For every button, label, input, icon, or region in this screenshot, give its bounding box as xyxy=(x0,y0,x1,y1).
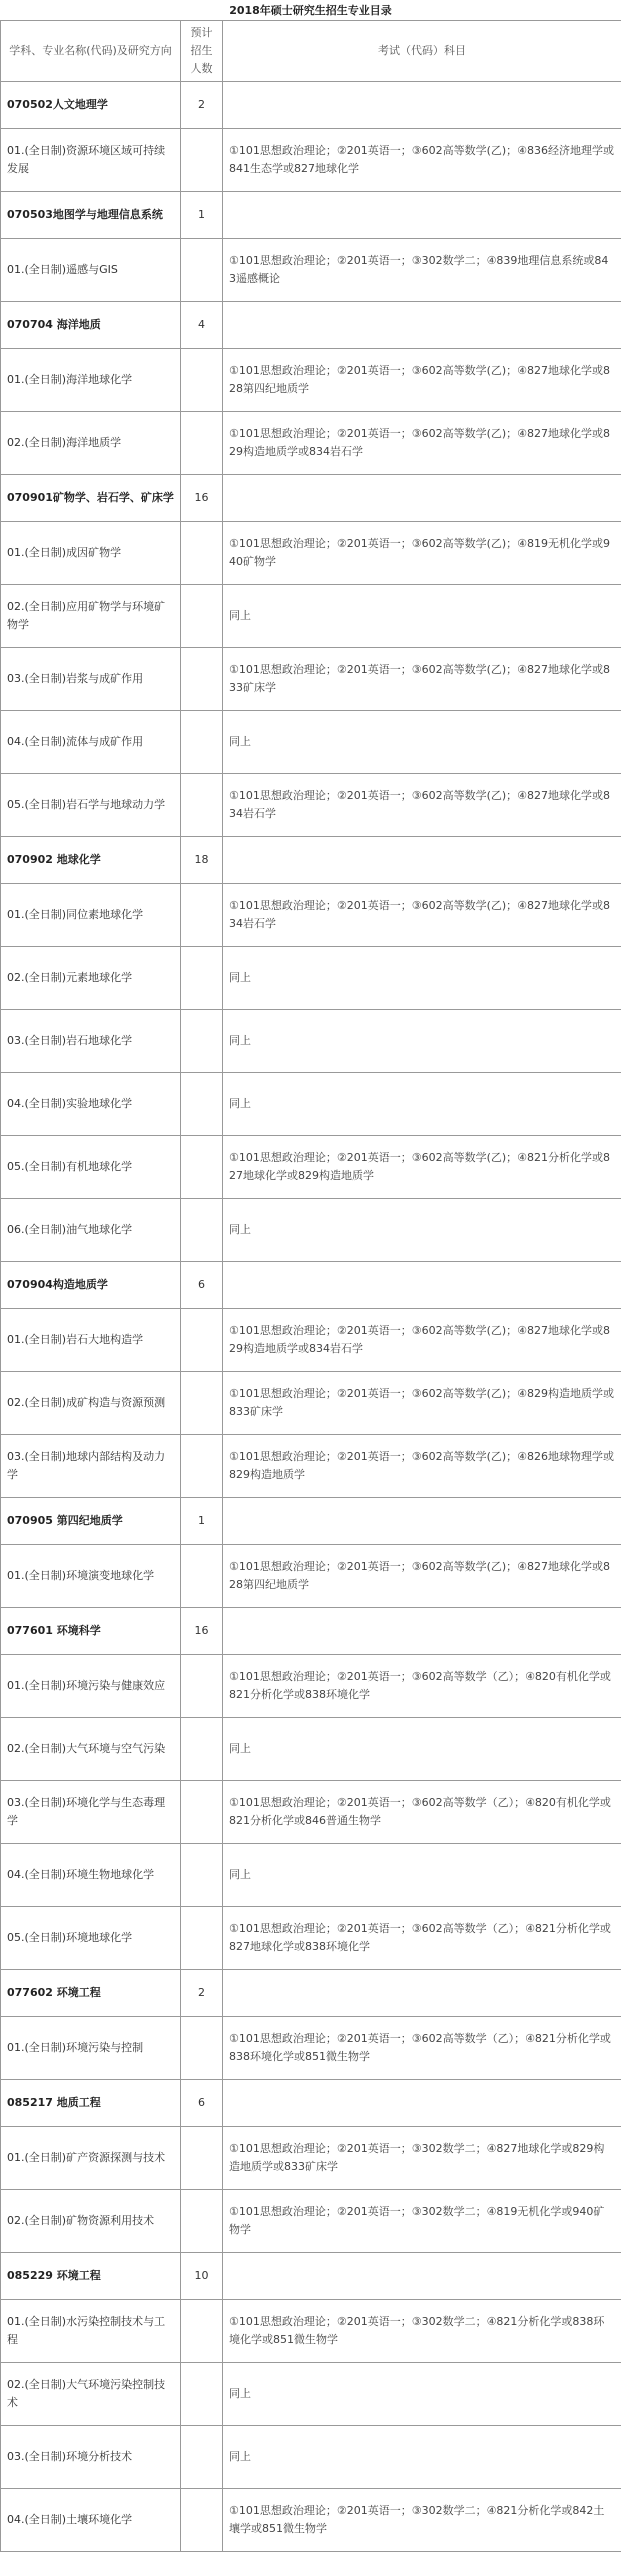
major-name-cell: 01.(全日制)矿产资源探测与技术 xyxy=(1,2127,181,2190)
major-row xyxy=(1,1970,621,2017)
quota-cell xyxy=(181,2017,223,2080)
major-name-cell: 02.(全日制)元素地球化学 xyxy=(1,947,181,1010)
quota-cell xyxy=(181,1545,223,1608)
major-name-cell: 070902 地球化学 xyxy=(1,837,181,884)
quota-cell xyxy=(181,1844,223,1907)
exam-subjects-cell: 同上 xyxy=(223,1073,621,1136)
exam-subjects-cell: 同上 xyxy=(223,585,621,648)
exam-subjects-cell: ①101思想政治理论；②201英语一；③602高等数学（乙）；④821分析化学或838环境化学或851微生物学 xyxy=(223,2017,621,2080)
exam-subjects-cell: ①101思想政治理论；②201英语一；③302数学二；④819无机化学或940矿物学 xyxy=(223,2190,621,2253)
quota-cell: 6 xyxy=(181,2080,223,2127)
direction-row xyxy=(1,1073,621,1136)
quota-cell xyxy=(181,412,223,475)
exam-subjects-cell: 同上 xyxy=(223,1718,621,1781)
major-name-cell: 03.(全日制)岩石地球化学 xyxy=(1,1010,181,1073)
header-major: 学科、专业名称(代码)及研究方向 xyxy=(1,21,181,82)
quota-cell: 1 xyxy=(181,192,223,239)
major-name-cell: 05.(全日制)有机地球化学 xyxy=(1,1136,181,1199)
major-name-cell: 01.(全日制)水污染控制技术与工程 xyxy=(1,2300,181,2363)
direction-row xyxy=(1,2190,621,2253)
major-row xyxy=(1,82,621,129)
major-name-cell: 077601 环境科学 xyxy=(1,1608,181,1655)
exam-subjects-cell: ①101思想政治理论；②201英语一；③602高等数学(乙)；④829构造地质学或833矿床学 xyxy=(223,1372,621,1435)
major-name-cell: 01.(全日制)环境污染与健康效应 xyxy=(1,1655,181,1718)
quota-cell xyxy=(181,1136,223,1199)
quota-cell xyxy=(181,1655,223,1718)
major-name-cell: 01.(全日制)资源环境区域可持续发展 xyxy=(1,129,181,192)
major-name-cell: 01.(全日制)同位素地球化学 xyxy=(1,884,181,947)
exam-subjects-cell: ①101思想政治理论；②201英语一；③602高等数学(乙)；④827地球化学或828第四纪地质学 xyxy=(223,349,621,412)
exam-subjects-cell: ①101思想政治理论；②201英语一；③602高等数学（乙）；④820有机化学或821分析化学或846普通生物学 xyxy=(223,1781,621,1844)
direction-row xyxy=(1,711,621,774)
table-header-row xyxy=(1,21,621,82)
exam-subjects-cell xyxy=(223,1262,621,1309)
quota-cell xyxy=(181,1372,223,1435)
major-row xyxy=(1,1262,621,1309)
major-name-cell: 03.(全日制)环境分析技术 xyxy=(1,2426,181,2489)
exam-subjects-cell: ①101思想政治理论；②201英语一；③602高等数学(乙)；④821分析化学或827地球化学或829构造地质学 xyxy=(223,1136,621,1199)
exam-subjects-cell: ①101思想政治理论；②201英语一；③602高等数学(乙)；④826地球物理学或829构造地质学 xyxy=(223,1435,621,1498)
exam-subjects-cell: ①101思想政治理论；②201英语一；③302数学二；④839地理信息系统或843遥感概论 xyxy=(223,239,621,302)
exam-subjects-cell: ①101思想政治理论；②201英语一；③602高等数学(乙)；④827地球化学或828第四纪地质学 xyxy=(223,1545,621,1608)
exam-subjects-cell: 同上 xyxy=(223,2426,621,2489)
exam-subjects-cell: ①101思想政治理论；②201英语一；③302数学二；④827地球化学或829构造地质学或833矿床学 xyxy=(223,2127,621,2190)
quota-cell xyxy=(181,774,223,837)
exam-subjects-cell: ①101思想政治理论；②201英语一；③602高等数学（乙）；④821分析化学或827地球化学或838环境化学 xyxy=(223,1907,621,1970)
direction-row xyxy=(1,522,621,585)
major-name-cell: 01.(全日制)环境污染与控制 xyxy=(1,2017,181,2080)
quota-cell xyxy=(181,2300,223,2363)
major-name-cell: 070704 海洋地质 xyxy=(1,302,181,349)
major-name-cell: 02.(全日制)应用矿物学与环境矿物学 xyxy=(1,585,181,648)
exam-subjects-cell: 同上 xyxy=(223,1010,621,1073)
major-name-cell: 01.(全日制)海洋地球化学 xyxy=(1,349,181,412)
exam-subjects-cell xyxy=(223,192,621,239)
quota-cell: 16 xyxy=(181,475,223,522)
quota-cell xyxy=(181,648,223,711)
quota-cell xyxy=(181,522,223,585)
quota-cell xyxy=(181,349,223,412)
exam-subjects-cell: ①101思想政治理论；②201英语一；③602高等数学(乙)；④827地球化学或829构造地质学或834岩石学 xyxy=(223,1309,621,1372)
quota-cell xyxy=(181,1435,223,1498)
exam-subjects-cell: 同上 xyxy=(223,1199,621,1262)
major-name-cell: 04.(全日制)土壤环境化学 xyxy=(1,2489,181,2552)
direction-row xyxy=(1,2300,621,2363)
major-name-cell: 06.(全日制)油气地球化学 xyxy=(1,1199,181,1262)
direction-row xyxy=(1,1655,621,1718)
exam-subjects-cell: ①101思想政治理论；②201英语一；③602高等数学(乙)；④827地球化学或829构造地质学或834岩石学 xyxy=(223,412,621,475)
exam-subjects-cell xyxy=(223,837,621,884)
major-row xyxy=(1,2080,621,2127)
major-row xyxy=(1,475,621,522)
exam-subjects-cell: ①101思想政治理论；②201英语一；③602高等数学(乙)；④827地球化学或834岩石学 xyxy=(223,774,621,837)
quota-cell xyxy=(181,129,223,192)
exam-subjects-cell: ①101思想政治理论；②201英语一；③602高等数学(乙)；④819无机化学或940矿物学 xyxy=(223,522,621,585)
quota-cell xyxy=(181,2426,223,2489)
quota-cell: 2 xyxy=(181,82,223,129)
exam-subjects-cell: ①101思想政治理论；②201英语一；③302数学二；④821分析化学或838环境化学或851微生物学 xyxy=(223,2300,621,2363)
direction-row xyxy=(1,2489,621,2552)
direction-row xyxy=(1,774,621,837)
direction-row xyxy=(1,1781,621,1844)
direction-row xyxy=(1,349,621,412)
major-name-cell: 085217 地质工程 xyxy=(1,2080,181,2127)
direction-row xyxy=(1,1718,621,1781)
major-name-cell: 01.(全日制)遥感与GIS xyxy=(1,239,181,302)
major-row xyxy=(1,1608,621,1655)
major-row xyxy=(1,192,621,239)
major-name-cell: 02.(全日制)大气环境与空气污染 xyxy=(1,1718,181,1781)
quota-cell: 1 xyxy=(181,1498,223,1545)
major-name-cell: 03.(全日制)环境化学与生态毒理学 xyxy=(1,1781,181,1844)
exam-subjects-cell xyxy=(223,1498,621,1545)
quota-cell xyxy=(181,1781,223,1844)
major-row xyxy=(1,302,621,349)
quota-cell xyxy=(181,1010,223,1073)
major-name-cell: 070901矿物学、岩石学、矿床学 xyxy=(1,475,181,522)
quota-cell xyxy=(181,2363,223,2426)
exam-subjects-cell xyxy=(223,475,621,522)
major-name-cell: 02.(全日制)矿物资源利用技术 xyxy=(1,2190,181,2253)
direction-row xyxy=(1,585,621,648)
direction-row xyxy=(1,1844,621,1907)
direction-row xyxy=(1,1199,621,1262)
quota-cell xyxy=(181,1718,223,1781)
major-name-cell: 02.(全日制)成矿构造与资源预测 xyxy=(1,1372,181,1435)
exam-subjects-cell xyxy=(223,1970,621,2017)
direction-row xyxy=(1,1010,621,1073)
direction-row xyxy=(1,1136,621,1199)
direction-row xyxy=(1,2127,621,2190)
major-name-cell: 01.(全日制)环境演变地球化学 xyxy=(1,1545,181,1608)
exam-subjects-cell xyxy=(223,2253,621,2300)
exam-subjects-cell xyxy=(223,1608,621,1655)
quota-cell xyxy=(181,947,223,1010)
major-name-cell: 01.(全日制)岩石大地构造学 xyxy=(1,1309,181,1372)
quota-cell xyxy=(181,1907,223,1970)
direction-row xyxy=(1,1545,621,1608)
exam-subjects-cell xyxy=(223,82,621,129)
table-body xyxy=(1,82,621,2552)
exam-subjects-cell: ①101思想政治理论；②201英语一；③302数学二；④821分析化学或842土壤学或851微生物学 xyxy=(223,2489,621,2552)
major-row xyxy=(1,1498,621,1545)
exam-subjects-cell xyxy=(223,2080,621,2127)
quota-cell xyxy=(181,1073,223,1136)
direction-row xyxy=(1,947,621,1010)
exam-subjects-cell: 同上 xyxy=(223,711,621,774)
exam-subjects-cell: ①101思想政治理论；②201英语一；③602高等数学（乙）；④820有机化学或821分析化学或838环境化学 xyxy=(223,1655,621,1718)
quota-cell: 6 xyxy=(181,1262,223,1309)
direction-row xyxy=(1,2426,621,2489)
exam-subjects-cell: 同上 xyxy=(223,2363,621,2426)
exam-subjects-cell: ①101思想政治理论；②201英语一；③602高等数学(乙)；④827地球化学或834岩石学 xyxy=(223,884,621,947)
major-name-cell: 02.(全日制)海洋地质学 xyxy=(1,412,181,475)
major-name-cell: 01.(全日制)成因矿物学 xyxy=(1,522,181,585)
major-name-cell: 04.(全日制)流体与成矿作用 xyxy=(1,711,181,774)
direction-row xyxy=(1,239,621,302)
major-row xyxy=(1,837,621,884)
major-name-cell: 070502人文地理学 xyxy=(1,82,181,129)
direction-row xyxy=(1,1372,621,1435)
exam-subjects-cell: 同上 xyxy=(223,947,621,1010)
quota-cell: 4 xyxy=(181,302,223,349)
header-quota: 预计招生人数 xyxy=(181,21,223,82)
quota-cell xyxy=(181,2190,223,2253)
direction-row xyxy=(1,1435,621,1498)
direction-row xyxy=(1,2017,621,2080)
major-name-cell: 070503地图学与地理信息系统 xyxy=(1,192,181,239)
exam-subjects-cell: ①101思想政治理论；②201英语一；③602高等数学(乙)；④827地球化学或833矿床学 xyxy=(223,648,621,711)
quota-cell xyxy=(181,585,223,648)
quota-cell xyxy=(181,711,223,774)
quota-cell: 16 xyxy=(181,1608,223,1655)
direction-row xyxy=(1,129,621,192)
major-name-cell: 04.(全日制)环境生物地球化学 xyxy=(1,1844,181,1907)
quota-cell: 18 xyxy=(181,837,223,884)
major-name-cell: 05.(全日制)岩石学与地球动力学 xyxy=(1,774,181,837)
direction-row xyxy=(1,2363,621,2426)
catalog-table xyxy=(0,20,621,2552)
direction-row xyxy=(1,648,621,711)
exam-subjects-cell: ①101思想政治理论；②201英语一；③602高等数学(乙)；④836经济地理学或841生态学或827地球化学 xyxy=(223,129,621,192)
quota-cell xyxy=(181,1199,223,1262)
quota-cell xyxy=(181,1309,223,1372)
quota-cell: 10 xyxy=(181,2253,223,2300)
major-name-cell: 04.(全日制)实验地球化学 xyxy=(1,1073,181,1136)
major-name-cell: 085229 环境工程 xyxy=(1,2253,181,2300)
major-name-cell: 077602 环境工程 xyxy=(1,1970,181,2017)
quota-cell xyxy=(181,884,223,947)
major-name-cell: 070905 第四纪地质学 xyxy=(1,1498,181,1545)
quota-cell: 2 xyxy=(181,1970,223,2017)
direction-row xyxy=(1,412,621,475)
exam-subjects-cell: 同上 xyxy=(223,1844,621,1907)
quota-cell xyxy=(181,239,223,302)
major-name-cell: 02.(全日制)大气环境污染控制技术 xyxy=(1,2363,181,2426)
major-name-cell: 05.(全日制)环境地球化学 xyxy=(1,1907,181,1970)
header-exam-subjects: 考试（代码）科目 xyxy=(223,21,621,82)
major-row xyxy=(1,2253,621,2300)
direction-row xyxy=(1,1907,621,1970)
major-name-cell: 03.(全日制)岩浆与成矿作用 xyxy=(1,648,181,711)
major-name-cell: 070904构造地质学 xyxy=(1,1262,181,1309)
exam-subjects-cell xyxy=(223,302,621,349)
direction-row xyxy=(1,884,621,947)
quota-cell xyxy=(181,2489,223,2552)
major-name-cell: 03.(全日制)地球内部结构及动力学 xyxy=(1,1435,181,1498)
direction-row xyxy=(1,1309,621,1372)
page-title: 2018年硕士研究生招生专业目录 xyxy=(0,0,621,20)
quota-cell xyxy=(181,2127,223,2190)
